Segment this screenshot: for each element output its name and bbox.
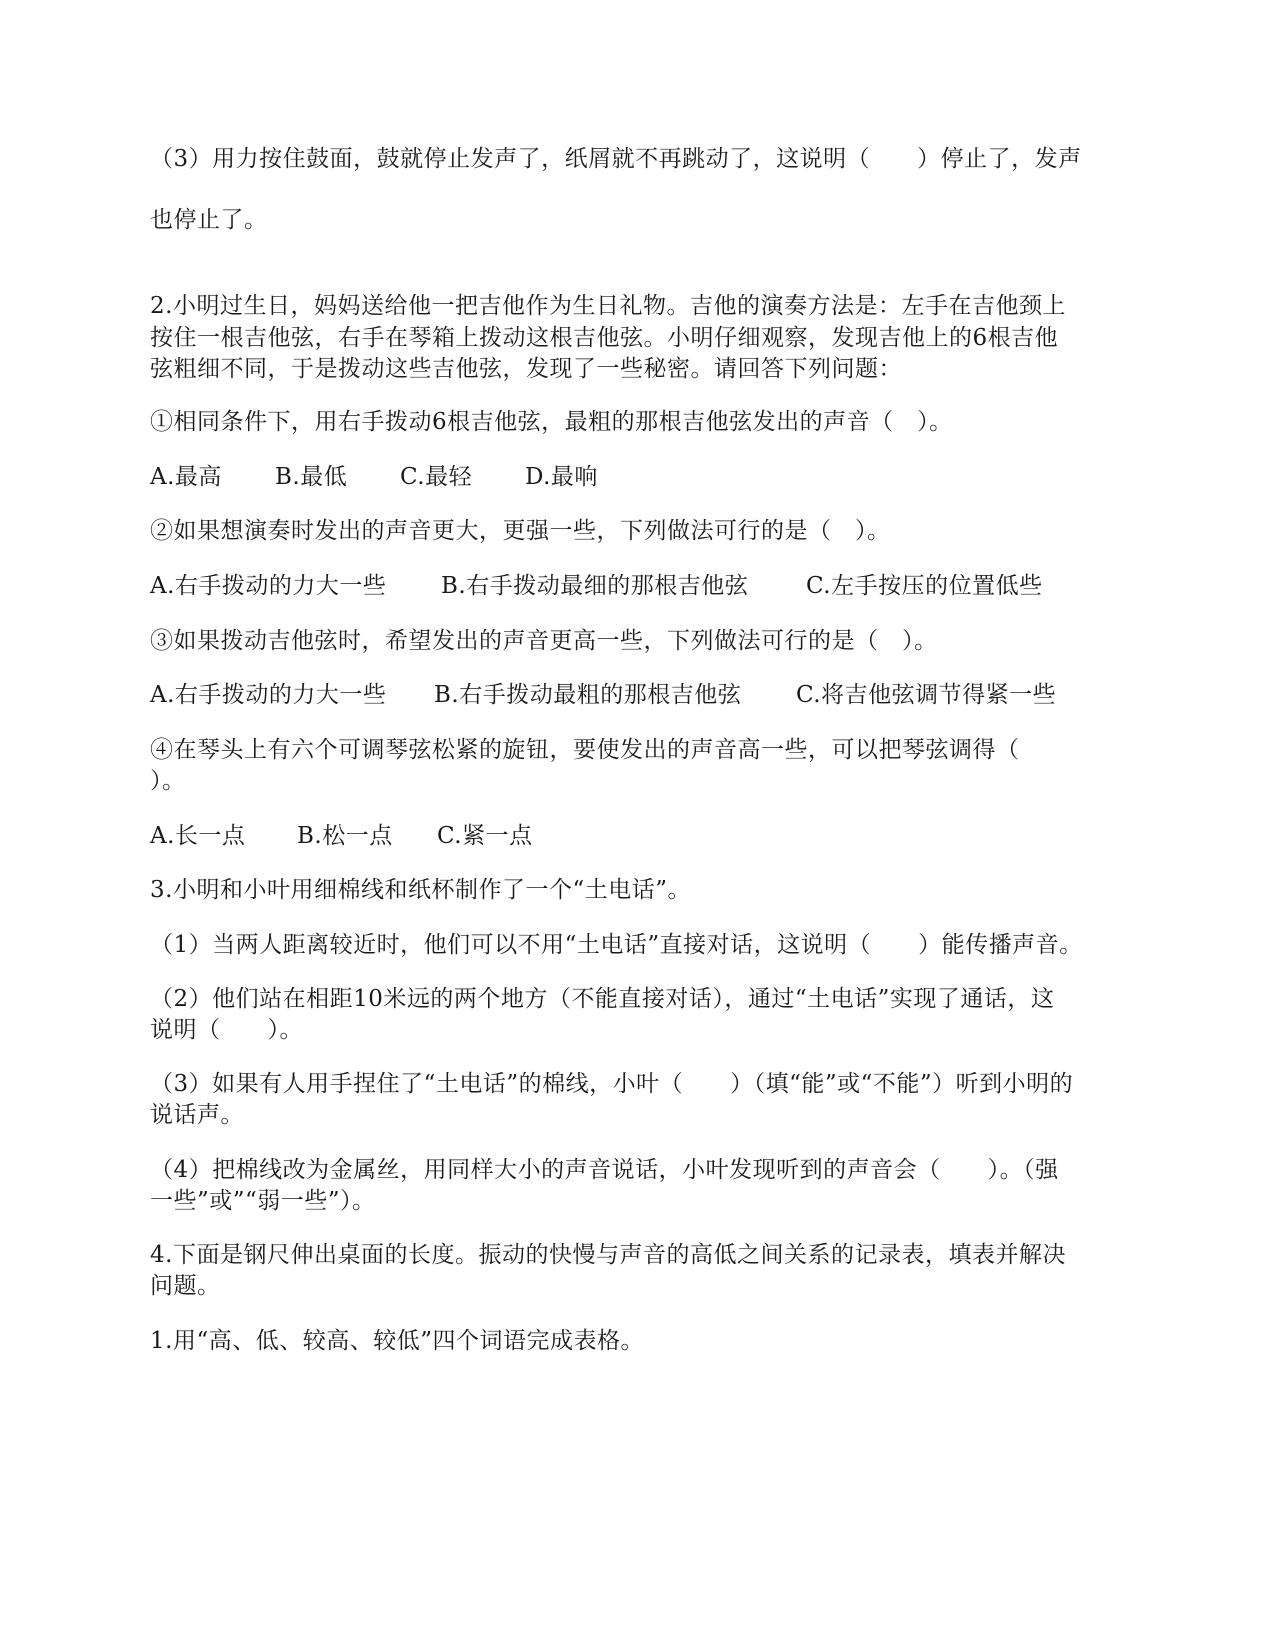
option-a: A.右手拨动的力大一些 <box>150 573 387 599</box>
q2-sub4-options <box>150 820 1130 852</box>
option-c: C.将吉他弦调节得紧一些 <box>796 682 1057 708</box>
q2-sub1-options <box>150 461 1130 493</box>
q4-intro-line2: 问题。 <box>150 1273 221 1299</box>
q3-part4-line1: （4）把棉线改为金属丝，用同样大小的声音说话，小叶发现听到的声音会（ ）。（强 <box>150 1157 1059 1183</box>
option-b: B.最低 <box>275 464 348 490</box>
q3-part4-line2: 一些”或”“弱一些”）。 <box>150 1188 376 1214</box>
q2-sub3-options <box>150 679 1130 711</box>
q3-intro: 3.小明和小叶用细棉线和纸杯制作了一个“土电话”。 <box>150 877 691 903</box>
q2-intro-line3: 弦粗细不同，于是拨动这些吉他弦，发现了一些秘密。请回答下列问题： <box>150 356 902 382</box>
q1-part3-line2: 也停止了。 <box>150 207 268 233</box>
q4-intro-line1: 4.下面是钢尺伸出桌面的长度。振动的快慢与声音的高低之间关系的记录表，填表并解决 <box>150 1242 1066 1268</box>
option-c: C.左手按压的位置低些 <box>806 573 1043 599</box>
q2-sub4-question-line1: ④在琴头上有六个可调琴弦松紧的旋钮，要使发出的声音高一些，可以把琴弦调得（ <box>150 737 1020 763</box>
option-b: B.右手拨动最粗的那根吉他弦 <box>434 682 742 708</box>
q2-intro-line1: 2.小明过生日，妈妈送给他一把吉他作为生日礼物。吉他的演奏方法是：左手在吉他颈上 <box>150 293 1066 319</box>
option-a: A.最高 <box>150 464 222 490</box>
q2-sub3-question: ③如果拨动吉他弦时，希望发出的声音更高一些，下列做法可行的是（ ）。 <box>150 628 938 654</box>
q2-sub1-question: ①相同条件下，用右手拨动6根吉他弦，最粗的那根吉他弦发出的声音（ ）。 <box>150 409 953 435</box>
q1-part3-line1: （3）用力按住鼓面，鼓就停止发声了，纸屑就不再跳动了，这说明（ ）停止了，发声 <box>150 146 1082 172</box>
q3-part3-line1: （3）如果有人用手捏住了“土电话”的棉线，小叶（ ）（填“能”或“不能”）听到小明的 <box>150 1071 1074 1097</box>
q3-part3-line2: 说话声。 <box>150 1102 244 1128</box>
option-c: C.紧一点 <box>437 823 533 849</box>
option-d: D.最响 <box>525 464 598 490</box>
q2-sub2-question: ②如果想演奏时发出的声音更大，更强一些，下列做法可行的是（ ）。 <box>150 518 891 544</box>
q2-sub4-question-line2: ）。 <box>150 768 186 794</box>
option-a: A.长一点 <box>150 823 246 849</box>
q2-sub2-options <box>150 570 1130 602</box>
option-c: C.最轻 <box>400 464 473 490</box>
q2-intro-line2: 按住一根吉他弦，右手在琴箱上拨动这根吉他弦。小明仔细观察，发现吉他上的6根吉他 <box>150 325 1059 351</box>
option-b: B.松一点 <box>297 823 393 849</box>
q4-sub1: 1.用“高、低、较高、较低”四个词语完成表格。 <box>150 1328 644 1354</box>
q3-part2-line2: 说明（ ）。 <box>150 1017 303 1043</box>
q3-part1: （1）当两人距离较近时，他们可以不用“土电话”直接对话，这说明（ ）能传播声音。 <box>150 932 1083 958</box>
option-b: B.右手拨动最细的那根吉他弦 <box>441 573 749 599</box>
option-a: A.右手拨动的力大一些 <box>150 682 387 708</box>
q3-part2-line1: （2）他们站在相距10米远的两个地方（不能直接对话），通过“土电话”实现了通话，这 <box>150 986 1055 1012</box>
